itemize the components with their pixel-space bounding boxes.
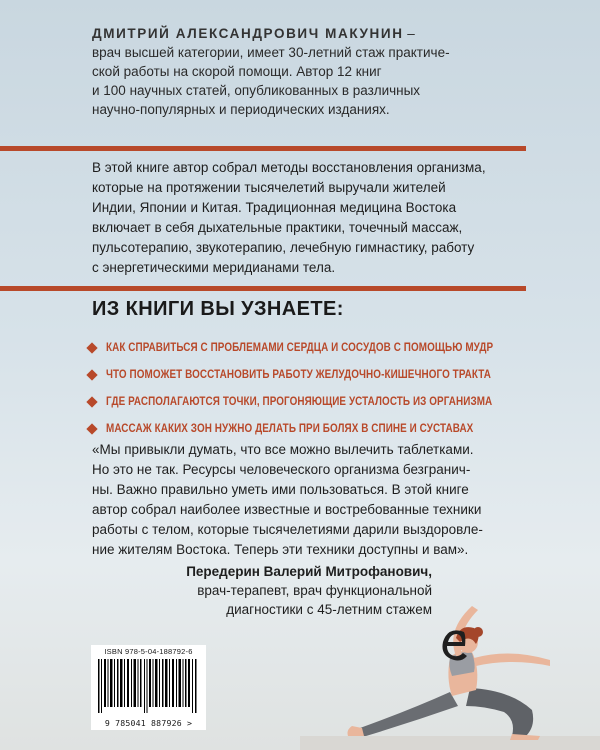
learn-item-text: МАССАЖ КАКИХ ЗОН НУЖНО ДЕЛАТЬ ПРИ БОЛЯХ В СПИНЕ И СУСТАВАХ (106, 422, 474, 435)
learn-item (88, 361, 558, 388)
learn-item-text: КАК СПРАВИТЬСЯ С ПРОБЛЕМАМИ СЕРДЦА И СОСУДОВ С ПОМОЩЬЮ МУДР (106, 341, 494, 354)
learn-item (88, 334, 558, 361)
quote-line: ние жителям Востока. Теперь эти техники доступны и вам». (92, 542, 469, 557)
diamond-bullet-icon (86, 369, 97, 380)
eksmo-logo-icon (438, 624, 472, 664)
intro-line: включает в себя дыхательные практики, точечный массаж, (92, 220, 463, 235)
diamond-bullet-icon (86, 423, 97, 434)
author-bio-line: врач высшей категории, имеет 30-летний стаж практиче- (92, 45, 450, 60)
quote-line: «Мы привыкли думать, что все можно вылечить таблетками. (92, 442, 474, 457)
isbn-barcode (91, 645, 206, 730)
barcode-digits: 9 785041 887926 > (104, 718, 193, 728)
author-name-dash: – (403, 26, 415, 41)
review-quote (92, 440, 522, 560)
learn-item-text: ЧТО ПОМОЖЕТ ВОССТАНОВИТЬ РАБОТУ ЖЕЛУДОЧНО-КИШЕЧНОГО ТРАКТА (106, 368, 491, 381)
author-bio-line: научно-популярных и периодических изданиях. (92, 102, 390, 117)
learn-list (88, 334, 558, 442)
intro-line: которые на протяжении тысячелетий выручали жителей (92, 180, 446, 195)
author-bio-line: ской работы на скорой помощи. Автор 12 книг (92, 64, 382, 79)
isbn-number: ISBN 978-5-04-188792-6 (104, 647, 193, 656)
diamond-bullet-icon (86, 342, 97, 353)
divider-bottom (0, 286, 526, 291)
intro-line: пульсотерапию, звукотерапию, лечебную гимнастику, работу (92, 240, 475, 255)
intro-line: Индии, Японии и Китая. Традиционная медицина Востока (92, 200, 457, 215)
reviewer-title-line: врач-терапевт, врач функциональной (197, 583, 432, 598)
diamond-bullet-icon (86, 396, 97, 407)
author-bio (92, 24, 522, 119)
learn-item (88, 388, 558, 415)
author-name: ДМИТРИЙ АЛЕКСАНДРОВИЧ МАКУНИН (92, 26, 404, 41)
divider-top (0, 146, 526, 151)
learn-heading: ИЗ КНИГИ ВЫ УЗНАЕТЕ: (92, 298, 344, 320)
quote-line: ны. Важно правильно уметь ими пользоваться. В этой книге (92, 482, 469, 497)
book-intro (92, 158, 522, 278)
learn-item (88, 415, 558, 442)
intro-line: с энергетическими меридианами тела. (92, 260, 336, 275)
quote-line: работы с телом, которые тысячелетиями дарили выздоровле- (92, 522, 483, 537)
learn-item-text: ГДЕ РАСПОЛАГАЮТСЯ ТОЧКИ, ПРОГОНЯЮЩИЕ УСТАЛОСТЬ ИЗ ОРГАНИЗМА (106, 395, 493, 408)
intro-line: В этой книге автор собрал методы восстановления организма, (92, 160, 486, 175)
reviewer-title-line: диагностики с 45-летним стажем (226, 602, 432, 617)
quote-line: Но это не так. Ресурсы человеческого организма безгранич- (92, 462, 471, 477)
reviewer-name: Передерин Валерий Митрофанович, (186, 564, 432, 579)
quote-line: автор собрал наиболее известные и востребованные техники (92, 502, 482, 517)
barcode-icon (96, 659, 201, 713)
author-bio-line: и 100 научных статей, опубликованных в различных (92, 83, 421, 98)
